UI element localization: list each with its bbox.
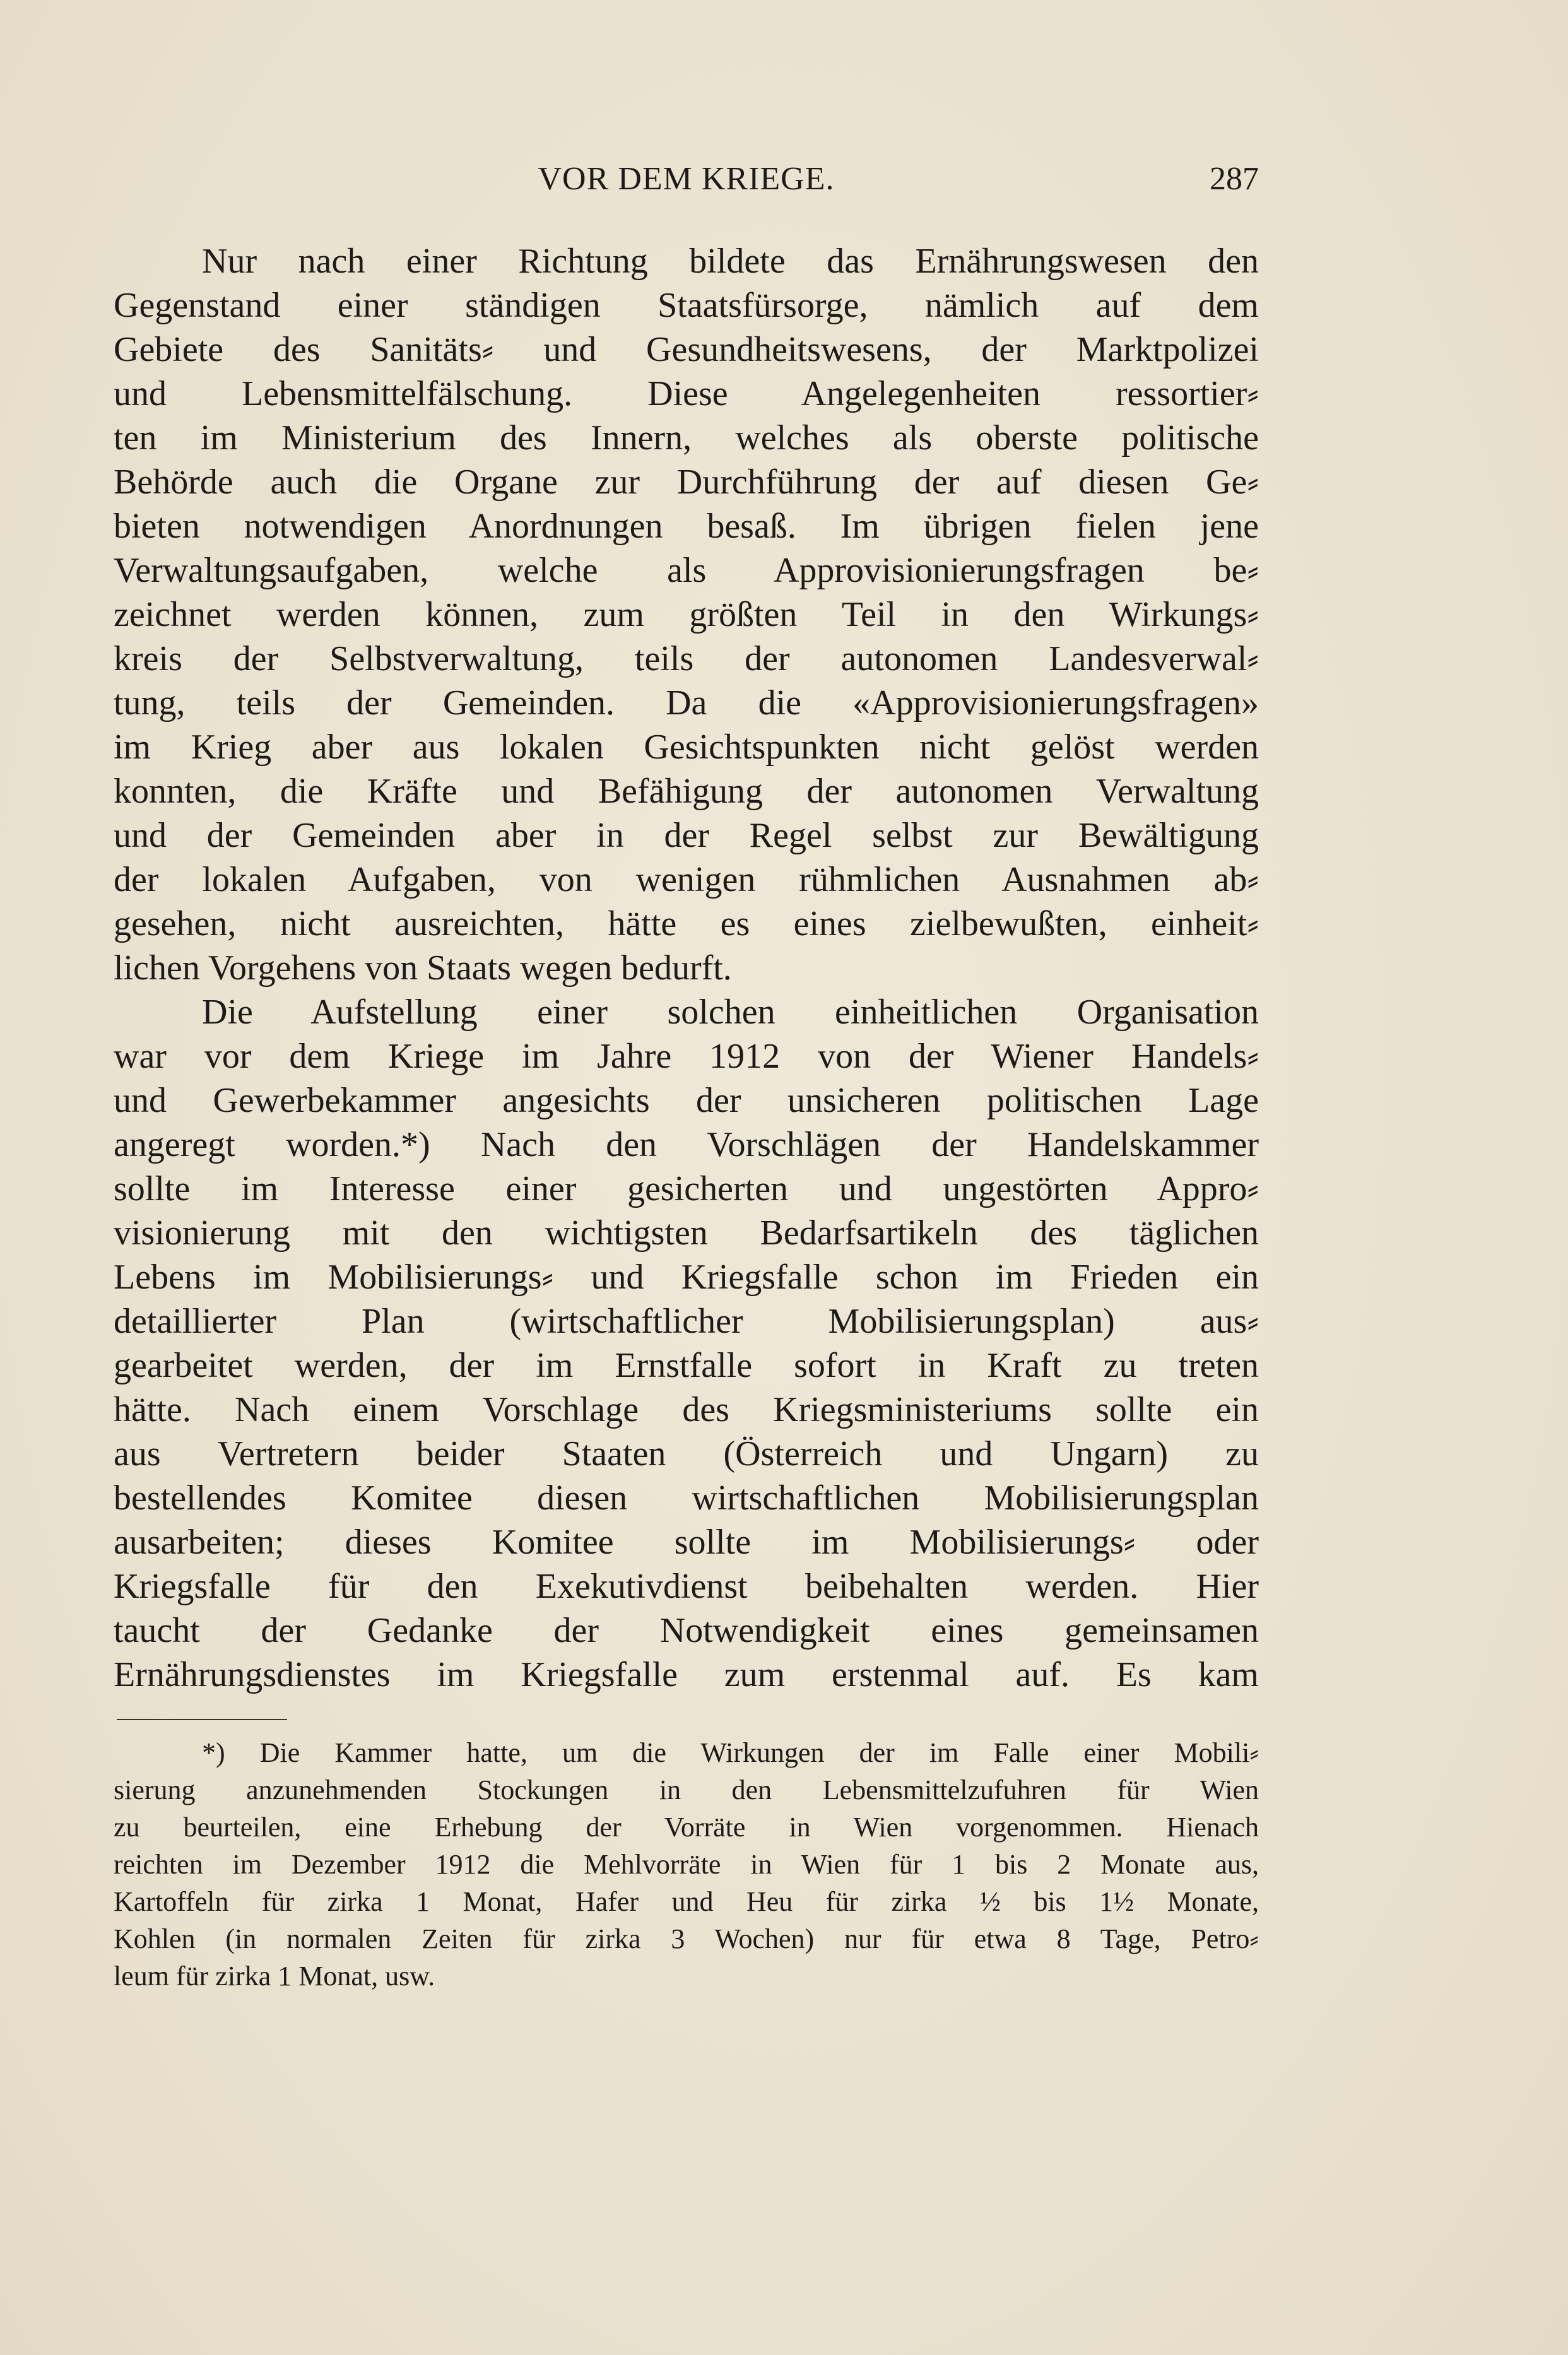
- text-line: taucht der Gedanke der Notwendigkeit eines gemeinsamen: [114, 1611, 1259, 1650]
- text-line: zeichnet werden können, zum größten Teil in den Wirkungs⸗: [114, 595, 1259, 634]
- footnote-divider: [117, 1719, 287, 1720]
- text-line: Gebiete des Sanitäts⸗ und Gesundheitswesens, der Marktpolizei: [114, 330, 1259, 369]
- text-line: sollte im Interesse einer gesicherten und ungestörten Appro⸗: [114, 1169, 1259, 1208]
- text-line: Die Aufstellung einer solchen einheitlichen Organisation: [202, 993, 1259, 1032]
- text-line: lichen Vorgehens von Staats wegen bedurft.: [114, 948, 732, 988]
- text-line: detaillierter Plan (wirtschaftlicher Mobilisierungsplan) aus⸗: [114, 1302, 1259, 1341]
- footnote-line: sierung anzunehmenden Stockungen in den Lebensmittelzufuhren für Wien: [114, 1774, 1259, 1805]
- text-line: Verwaltungsaufgaben, welche als Approvisionierungsfragen be⸗: [114, 551, 1259, 590]
- text-line: Kriegsfalle für den Exekutivdienst beibehalten werden. Hier: [114, 1567, 1259, 1606]
- text-line: Behörde auch die Organe zur Durchführung der auf diesen Ge⸗: [114, 463, 1259, 502]
- text-line: angeregt worden.*) Nach den Vorschlägen der Handelskammer: [114, 1125, 1259, 1164]
- text-line: bestellendes Komitee diesen wirtschaftlichen Mobilisierungsplan: [114, 1479, 1259, 1518]
- footnote-line: zu beurteilen, eine Erhebung der Vorräte in Wien vorgenommen. Hienach: [114, 1812, 1259, 1843]
- text-line: Ernährungsdienstes im Kriegsfalle zum erstenmal auf. Es kam: [114, 1655, 1259, 1694]
- footnote-line: reichten im Dezember 1912 die Mehlvorräte in Wien für 1 bis 2 Monate aus,: [114, 1849, 1259, 1880]
- text-line: Lebens im Mobilisierungs⸗ und Kriegsfalle schon im Frieden ein: [114, 1258, 1259, 1297]
- text-line: Nur nach einer Richtung bildete das Ernährungswesen den: [202, 242, 1259, 281]
- text-line: gearbeitet werden, der im Ernstfalle sofort in Kraft zu treten: [114, 1346, 1259, 1385]
- text-line: und der Gemeinden aber in der Regel selbst zur Bewältigung: [114, 816, 1259, 855]
- footnote-line: leum für zirka 1 Monat, usw.: [114, 1961, 435, 1992]
- text-line: ausarbeiten; dieses Komitee sollte im Mobilisierungs⸗ oder: [114, 1523, 1259, 1562]
- text-line: tung, teils der Gemeinden. Da die «Approvisionierungsfragen»: [114, 683, 1259, 723]
- text-line: und Gewerbekammer angesichts der unsicheren politischen Lage: [114, 1081, 1259, 1120]
- text-line: gesehen, nicht ausreichten, hätte es eines zielbewußten, einheit⸗: [114, 904, 1259, 943]
- text-line: war vor dem Kriege im Jahre 1912 von der Wiener Handels⸗: [114, 1037, 1259, 1076]
- text-line: bieten notwendigen Anordnungen besaß. Im übrigen fielen jene: [114, 507, 1259, 546]
- text-line: visionierung mit den wichtigsten Bedarfsartikeln des täglichen: [114, 1213, 1259, 1253]
- footnote-line: *) Die Kammer hatte, um die Wirkungen der im Falle einer Mobili⸗: [202, 1737, 1259, 1768]
- text-line: der lokalen Aufgaben, von wenigen rühmlichen Ausnahmen ab⸗: [114, 860, 1259, 899]
- text-line: Gegenstand einer ständigen Staatsfürsorge, nämlich auf dem: [114, 286, 1259, 325]
- text-line: ten im Ministerium des Innern, welches als oberste politische: [114, 418, 1259, 457]
- running-title: VOR DEM KRIEGE.: [538, 161, 835, 197]
- footnote-line: Kartoffeln für zirka 1 Monat, Hafer und Heu für zirka ½ bis 1½ Monate,: [114, 1886, 1259, 1917]
- text-line: und Lebensmittelfälschung. Diese Angelegenheiten ressortier⸗: [114, 374, 1259, 413]
- text-line: kreis der Selbstverwaltung, teils der autonomen Landesverwal⸗: [114, 639, 1259, 678]
- text-line: aus Vertretern beider Staaten (Österreich und Ungarn) zu: [114, 1434, 1259, 1473]
- text-line: hätte. Nach einem Vorschlage des Kriegsministeriums sollte ein: [114, 1390, 1259, 1429]
- footnote-line: Kohlen (in normalen Zeiten für zirka 3 Wochen) nur für etwa 8 Tage, Petro⸗: [114, 1923, 1259, 1954]
- text-line: im Krieg aber aus lokalen Gesichtspunkten nicht gelöst werden: [114, 728, 1259, 767]
- page-header: [114, 154, 1259, 204]
- text-line: konnten, die Kräfte und Befähigung der autonomen Verwaltung: [114, 772, 1259, 811]
- page-number: 287: [1210, 161, 1259, 197]
